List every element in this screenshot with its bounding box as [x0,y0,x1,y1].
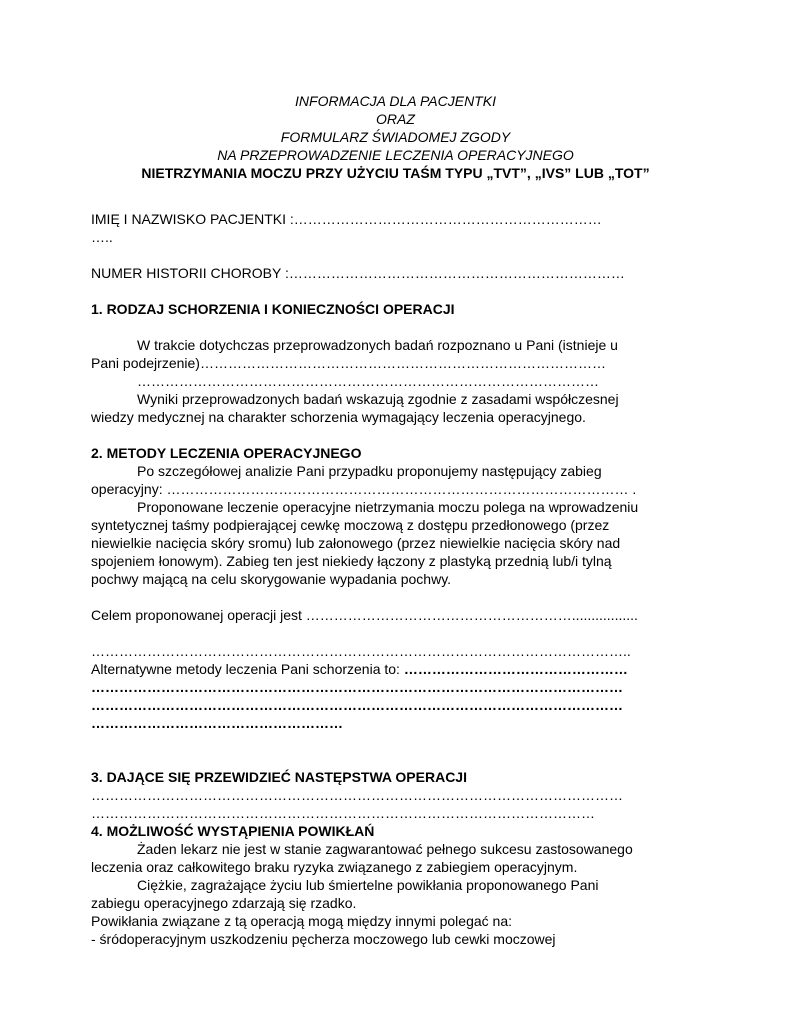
alternative-methods-field-cont[interactable]: …………………………………………………………………………………………………… [91,697,623,713]
section-1-text: Wyniki przeprowadzonych badań wskazują zgodnie z zasadami współczesnej [137,391,619,407]
section-4-text: Żaden lekarz nie jest w stanie zagwarantować pełnego sukcesu zastosowanego [137,841,633,857]
section-4-text: zabiegu operacyjnego zdarzają się rzadko. [91,895,357,911]
complication-list-item: - śródoperacyjnym uszkodzeniu pęcherza moczowego lub cewki moczowej [91,931,556,947]
patient-name-field-cont: ….. [91,229,113,245]
section-3-heading: 3. DAJĄCE SIĘ PRZEWIDZIEĆ NASTĘPSTWA OPERACJI [91,769,467,785]
section-2-text: spojeniem łonowym). Zabieg ten jest niekiedy łączony z plastyką przednią lub/i tylną [91,553,612,569]
section-2-text: niewielkie nacięcia skóry sromu) lub załonowego (przez niewielkie nacięcia skóry nad [91,535,621,551]
title-line-4: NA PRZEPROWADZENIE LECZENIA OPERACYJNEGO [217,147,574,163]
diagnosis-field[interactable]: Pani podejrzenie)…………………………………………………………………………… [91,355,606,371]
section-2-text: Proponowane leczenie operacyjne nietrzymania moczu polega na wprowadzeniu [137,499,639,515]
alternative-methods-field-cont[interactable]: …………………………………………………………………………………………………… [91,679,623,695]
section-2-heading: 2. METODY LECZENIA OPERACYJNEGO [91,445,362,461]
section-4-text: Powikłania związane z tą operacją mogą między innymi polegać na: [91,913,512,929]
alternative-methods-dots: ………………………………………… [403,661,628,677]
title-line-3: FORMULARZ ŚWIADOMEJ ZGODY [280,129,511,145]
history-number-field[interactable]: NUMER HISTORII CHOROBY :……………………………………………………………… [91,265,625,281]
procedure-field[interactable]: operacyjny: ……………………………………………………………………………………… . [91,481,637,497]
section-2-text: Po szczegółowej analizie Pani przypadku proponujemy następujący zabieg [137,463,602,479]
section-1-text: W trakcie dotychczas przeprowadzonych badań rozpoznano u Pani (istnieje u [137,337,618,353]
document-body [91,210,701,948]
alternative-methods-label: Alternatywne metody leczenia Pani schorzenia to: [91,661,404,677]
section-4-text: leczenia oraz całkowitego braku ryzyka związanego z zabiegiem operacyjnym. [91,859,578,875]
section-2-text: syntetycznej taśmy podpierającej cewkę moczową z dostępu przedłonowego (przez [91,517,610,533]
alternative-methods-field[interactable] [91,660,701,678]
consequences-field-cont[interactable]: ……………………………………………………………………………………………… [91,805,595,821]
consequences-field[interactable]: …………………………………………………………………………………………………… [91,787,623,803]
operation-goal-field[interactable]: Celem proponowanej operacji jest …………………………………………………................. [91,607,638,623]
section-4-heading: 4. MOŻLIWOŚĆ WYSTĄPIENIA POWIKŁAŃ [91,823,375,839]
section-1-heading: 1. RODZAJ SCHORZENIA I KONIECZNOŚCI OPERACJI [91,301,455,317]
title-line-2: ORAZ [376,111,415,127]
section-4-text: Ciężkie, zagrażające życiu lub śmiertelne powikłania proponowanego Pani [137,877,599,893]
document-title [0,92,791,182]
title-line-5: NIETRZYMANIA MOCZU PRZY UŻYCIU TAŚM TYPU „TVT”, „IVS” LUB „TOT” [141,165,650,181]
section-1-text: wiedzy medycznej na charakter schorzenia wymagający leczenia operacyjnego. [91,409,586,425]
title-line-1: INFORMACJA DLA PACJENTKI [295,93,496,109]
diagnosis-field-cont[interactable]: ……………………………………………………………………………………… [137,373,599,389]
operation-goal-field-cont[interactable]: …………………………………………………………………………………………………….. [91,643,631,659]
alternative-methods-field-cont[interactable]: ……………………………………………… [91,715,343,731]
section-2-text: pochwy mającą na celu skorygowanie wypadania pochwy. [91,571,452,587]
patient-name-field[interactable]: IMIĘ I NAZWISKO PACJENTKI :………………………………………………………… [91,211,602,227]
